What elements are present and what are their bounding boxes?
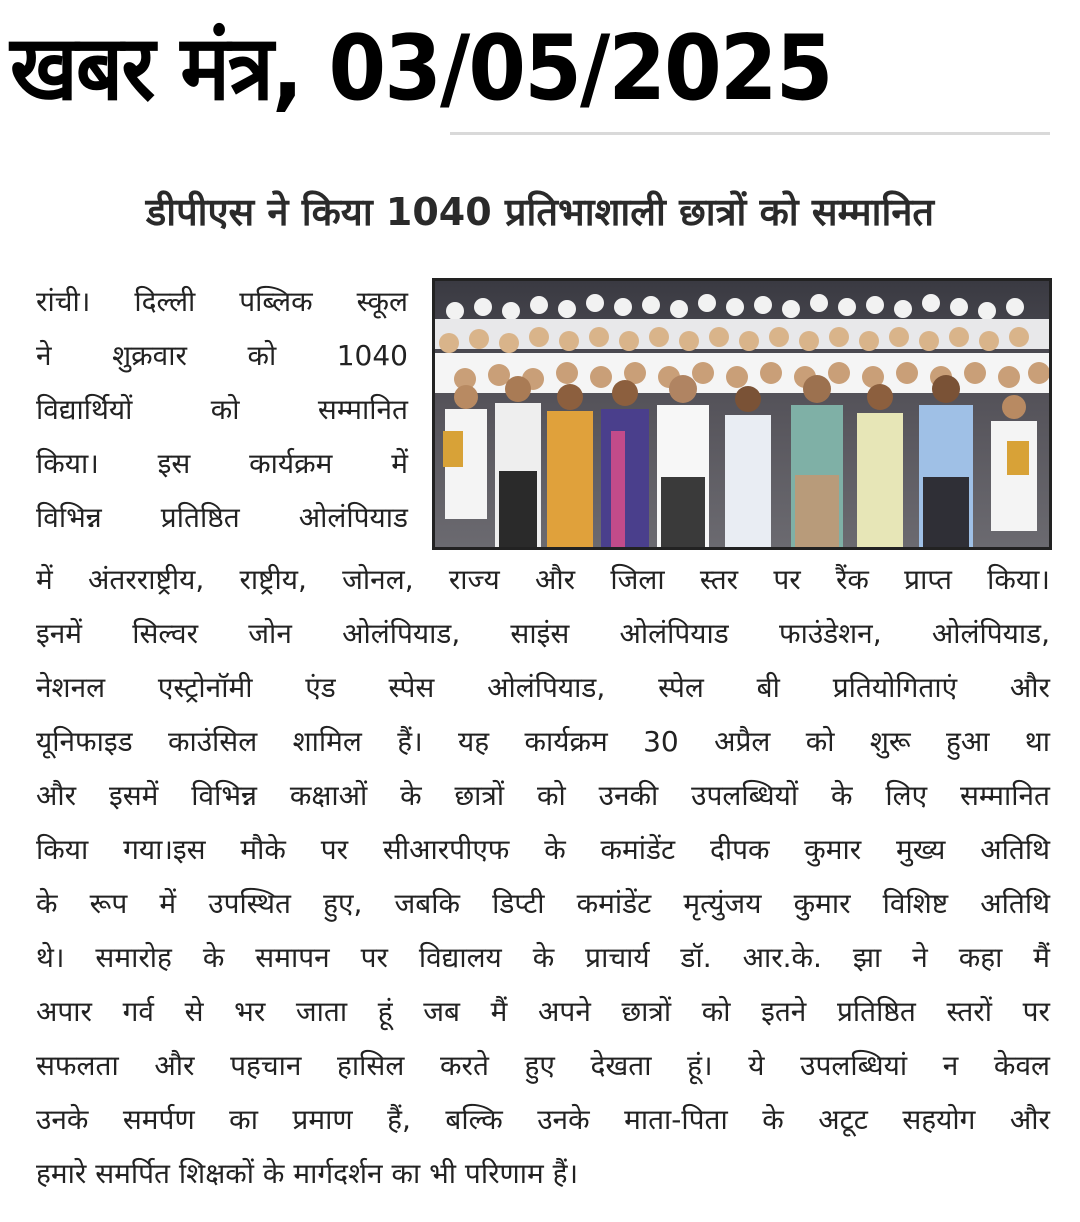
article-line: अपार गर्व से भर जाता हूं जब मैं अपने छात्रों को इतने प्रतिष्ठित स्तरों पर (36, 995, 1050, 1028)
article-line: हमारे समर्पित शिक्षकों के मार्गदर्शन का भी परिणाम हैं। (36, 1157, 579, 1190)
article-headline: डीपीएस ने किया 1040 प्रतिभाशाली छात्रों को सम्मानित (145, 190, 935, 234)
article-line: में अंतरराष्ट्रीय, राष्ट्रीय, जोनल, राज्य और जिला स्तर पर रैंक प्राप्त किया। (36, 563, 1050, 596)
article-line: सफलता और पहचान हासिल करते हुए देखता हूं। ये उपलब्धियां न केवल (36, 1049, 1050, 1082)
article-line: विभिन्न प्रतिष्ठित ओलंपियाड (36, 501, 408, 534)
group-photo-icon (435, 281, 1049, 547)
article-line: विद्यार्थियों को सम्मानित (36, 393, 408, 426)
article-line: उनके समर्पण का प्रमाण हैं, बल्कि उनके माता-पिता के अटूट सहयोग और (36, 1103, 1050, 1136)
article-line: और इसमें विभिन्न कक्षाओं के छात्रों को उनकी उपलब्धियों के लिए सम्मानित (36, 779, 1050, 812)
group-photo (432, 278, 1052, 550)
masthead (0, 0, 1080, 138)
article-line: किया। इस कार्यक्रम में (36, 447, 408, 480)
article-line: के रूप में उपस्थित हुए, जबकि डिप्टी कमांडेंट मृत्युंजय कुमार विशिष्ट अतिथि (36, 887, 1050, 920)
masthead-title: खबर मंत्र, 03/05/2025 (10, 16, 832, 121)
article-line: रांची। दिल्ली पब्लिक स्कूल (36, 285, 408, 318)
article-line: किया गया।इस मौके पर सीआरपीएफ के कमांडेंट दीपक कुमार मुख्य अतिथि (36, 833, 1050, 866)
masthead-divider (450, 132, 1050, 135)
article-line: ने शुक्रवार को 1040 (36, 339, 408, 372)
article-line: थे। समारोह के समापन पर विद्यालय के प्राचार्य डॉ. आर.के. झा ने कहा मैं (36, 941, 1050, 974)
article-line: नेशनल एस्ट्रोनॉमी एंड स्पेस ओलंपियाड, स्पेल बी प्रतियोगिताएं और (36, 671, 1050, 704)
article-line: इनमें सिल्वर जोन ओलंपियाड, साइंस ओलंपियाड फाउंडेशन, ओलंपियाड, (36, 617, 1050, 650)
article-line: यूनिफाइड काउंसिल शामिल हैं। यह कार्यक्रम 30 अप्रैल को शुरू हुआ था (36, 725, 1050, 758)
